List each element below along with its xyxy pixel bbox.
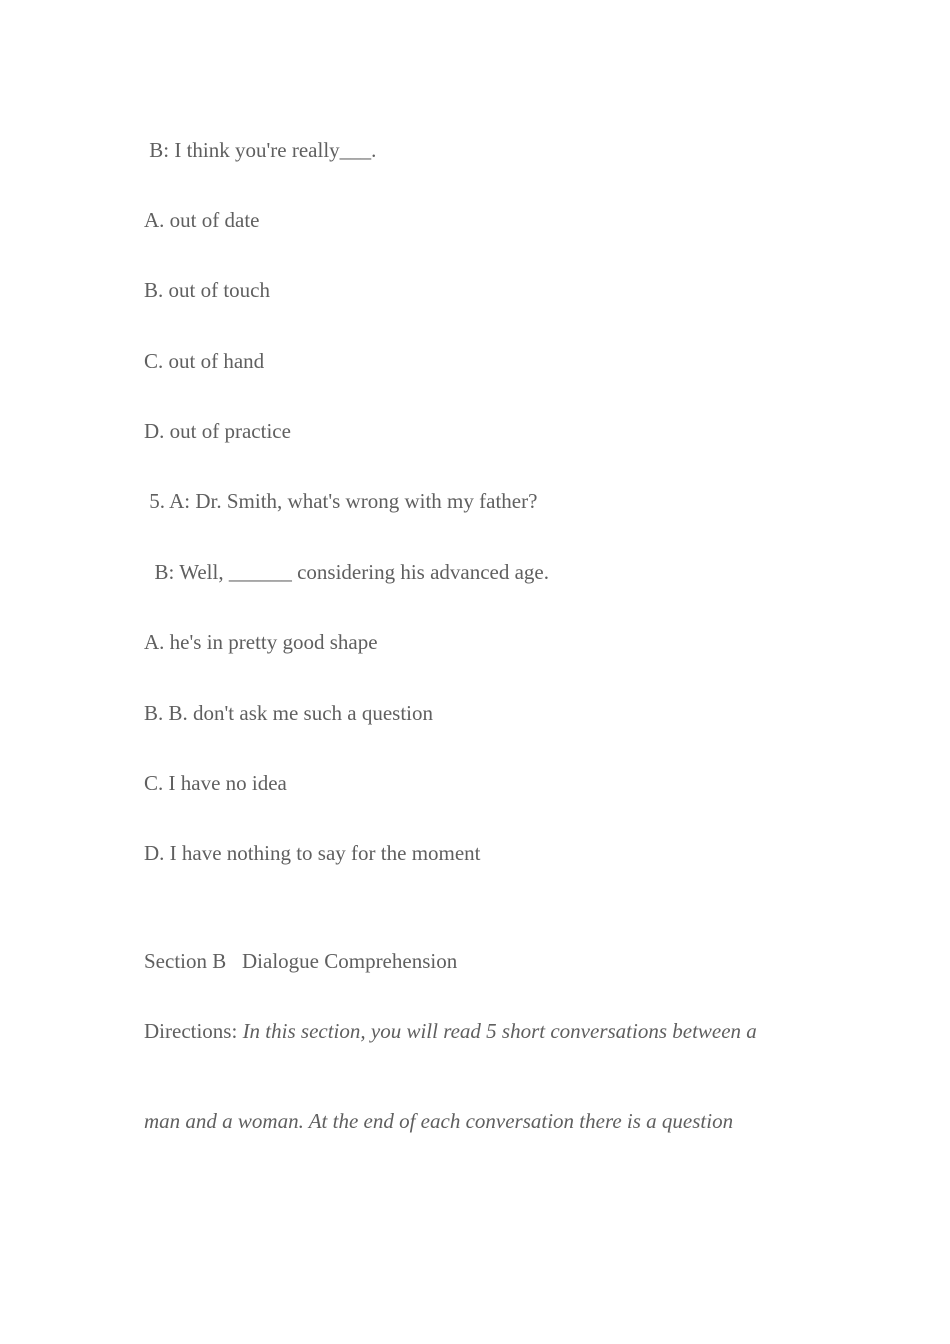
section-b-heading: Section B Dialogue Comprehension [144, 949, 458, 973]
directions-paragraph [144, 1021, 757, 1042]
q5-option-d: D. I have nothing to say for the moment [144, 841, 481, 865]
q4-option-c: C. out of hand [144, 349, 265, 373]
q5-option-c: C. I have no idea [144, 771, 287, 795]
directions-text-line1: In this section, you will read 5 short conversations between a [242, 1019, 757, 1043]
directions-label: Directions: [144, 1019, 243, 1043]
q4-option-d: D. out of practice [144, 419, 291, 443]
directions-text-line2: man and a woman. At the end of each conversation there is a question [144, 1109, 734, 1133]
q5-option-a: A. he's in pretty good shape [144, 630, 378, 654]
q4-response-line: B: I think you're really___. [144, 138, 377, 162]
q5-response-line: B: Well, ______ considering his advanced age. [144, 560, 549, 584]
q4-option-b: B. out of touch [144, 278, 270, 302]
q4-option-a: A. out of date [144, 208, 260, 232]
q5-option-b: B. B. don't ask me such a question [144, 701, 434, 725]
q5-question-line: 5. A: Dr. Smith, what's wrong with my father? [144, 489, 538, 513]
